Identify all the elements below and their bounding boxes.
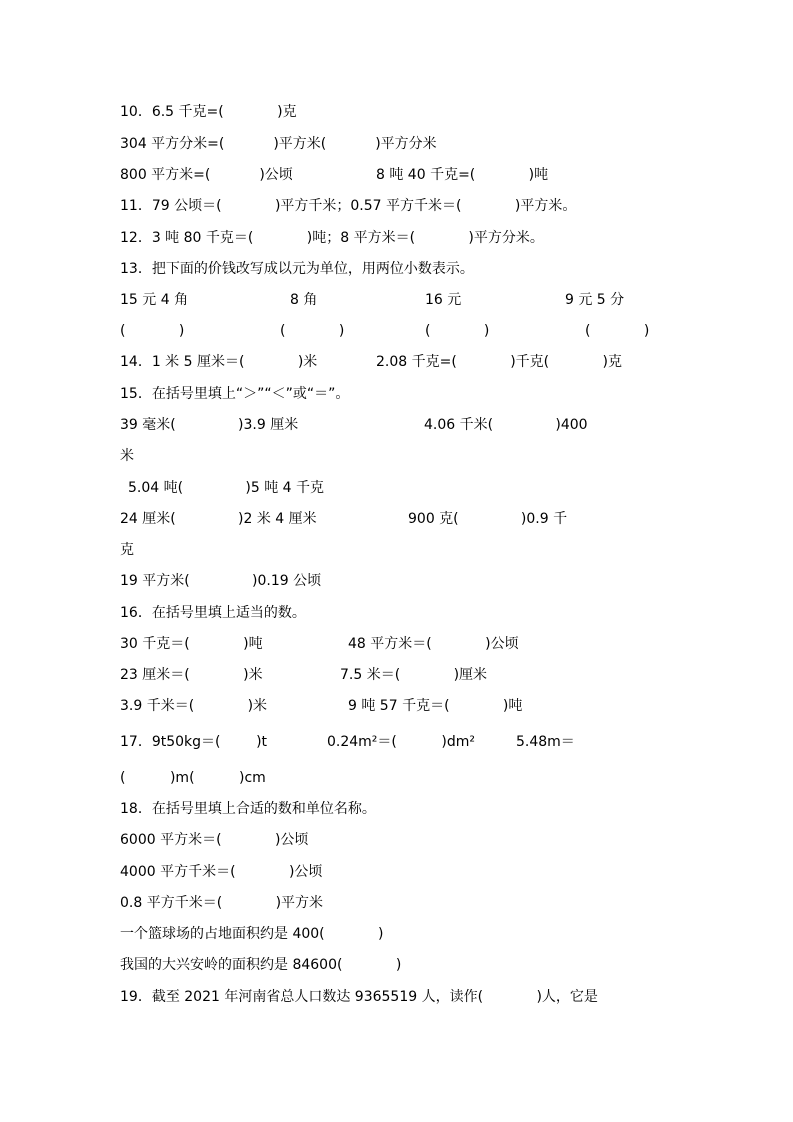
worksheet-text-l26-0: 0.8 平方千米＝( )平方米: [120, 895, 324, 911]
worksheet-text-l16-0: 19 平方米( )0.19 公顷: [120, 573, 322, 589]
worksheet-text-l07-2: 16 元: [425, 292, 462, 308]
worksheet-text-l21-2: 5.48m＝: [516, 734, 575, 750]
worksheet-text-l02-0: 304 平方分米=( )平方米( )平方分米: [120, 136, 437, 152]
worksheet-text-l11-0: 39 毫米( )3.9 厘米: [120, 417, 299, 433]
worksheet-text-l24-0: 6000 平方米＝( )公顷: [120, 832, 309, 848]
worksheet-text-l08-3: ( ): [585, 323, 650, 339]
worksheet-text-l22-0: ( )m( )cm: [120, 770, 266, 786]
worksheet-text-l09-1: 2.08 千克=( )千克( )克: [376, 354, 623, 370]
worksheet-text-l08-0: ( ): [120, 323, 185, 339]
worksheet-text-l14-0: 24 厘米( )2 米 4 厘米: [120, 511, 317, 527]
worksheet-text-l19-0: 23 厘米＝( )米: [120, 667, 263, 683]
worksheet-text-l03-1: 8 吨 40 千克=( )吨: [376, 167, 549, 183]
worksheet-text-l20-1: 9 吨 57 千克＝( )吨: [348, 698, 523, 714]
worksheet-text-l07-0: 15 元 4 角: [120, 292, 189, 308]
worksheet-text-l08-2: ( ): [425, 323, 490, 339]
worksheet-text-l23-0: 18．在括号里填上合适的数和单位名称。: [120, 801, 376, 817]
worksheet-text-l20-0: 3.9 千米＝( )米: [120, 698, 268, 714]
worksheet-text-l13-0: 5.04 吨( )5 吨 4 千克: [128, 480, 325, 496]
worksheet-text-l03-0: 800 平方米=( )公顷: [120, 167, 293, 183]
worksheet-text-l11-1: 4.06 千米( )400: [424, 417, 588, 433]
worksheet-text-l19-1: 7.5 米＝( )厘米: [340, 667, 488, 683]
worksheet-text-l28-0: 我国的大兴安岭的面积约是 84600( ): [120, 957, 402, 973]
worksheet-text-l25-0: 4000 平方千米＝( )公顷: [120, 864, 323, 880]
worksheet-text-l04-0: 11．79 公顷＝( )平方千米；0.57 平方千米＝( )平方米。: [120, 198, 577, 214]
worksheet-text-l29-0: 19．截至 2021 年河南省总人口数达 9365519 人，读作( )人，它是: [120, 989, 598, 1005]
worksheet-text-l12-0: 米: [120, 448, 134, 464]
worksheet-text-l27-0: 一个篮球场的占地面积约是 400( ): [120, 926, 384, 942]
worksheet-text-l14-1: 900 克( )0.9 千: [408, 511, 568, 527]
worksheet-text-l18-1: 48 平方米＝( )公顷: [348, 636, 519, 652]
worksheet-text-l15-0: 克: [120, 542, 134, 558]
worksheet-text-l17-0: 16．在括号里填上适当的数。: [120, 605, 306, 621]
worksheet-text-l10-0: 15．在括号里填上“＞”“＜”或“＝”。: [120, 386, 350, 402]
worksheet-text-l21-0: 17．9t50kg＝( )t: [120, 734, 268, 750]
worksheet-text-l05-0: 12．3 吨 80 千克＝( )吨；8 平方米＝( )平方分米。: [120, 230, 544, 246]
worksheet-text-l07-1: 8 角: [290, 292, 318, 308]
worksheet-text-l06-0: 13．把下面的价钱改写成以元为单位，用两位小数表示。: [120, 261, 474, 277]
worksheet-text-l07-3: 9 元 5 分: [565, 292, 625, 308]
worksheet-text-l18-0: 30 千克＝( )吨: [120, 636, 263, 652]
worksheet-text-l21-1: 0.24m²＝( )dm²: [327, 734, 475, 750]
worksheet-text-l08-1: ( ): [280, 323, 345, 339]
worksheet-text-l09-0: 14．1 米 5 厘米＝( )米: [120, 354, 318, 370]
worksheet-text-l01-0: 10．6.5 千克=( )克: [120, 104, 297, 120]
